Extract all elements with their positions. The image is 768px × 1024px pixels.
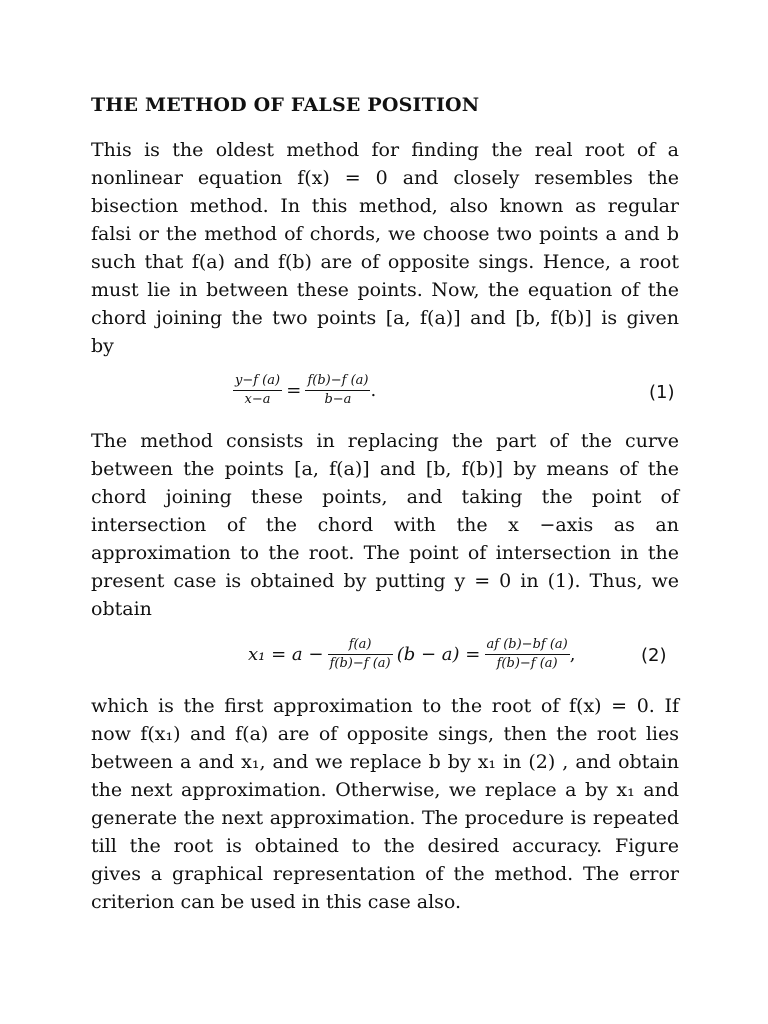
text-line: which is the first approximation to the root of f(x) = 0. If <box>91 695 679 717</box>
text-line: chord joining these points, and taking the point of <box>91 486 679 508</box>
eq2-frac1-denominator: f(b)−f (a) <box>329 656 391 671</box>
eq1-rhs-denominator: b−a <box>324 392 352 407</box>
eq2-frac1-numerator: f(a) <box>328 636 393 655</box>
text-line: The method consists in replacing the part of the curve <box>91 430 679 452</box>
text-line: approximation to the root. The point of intersection in the <box>91 542 679 564</box>
paragraph-3 <box>91 692 679 916</box>
paragraph-2 <box>91 427 679 623</box>
equation-number-2: (2) <box>641 645 667 666</box>
equation-number-1: (1) <box>649 382 675 403</box>
text-line: This is the oldest method for finding the real root of a <box>91 139 679 161</box>
eq2-comma: , <box>569 644 576 665</box>
text-line: must lie in between these points. Now, the equation of the <box>91 279 679 301</box>
page-title: THE METHOD OF FALSE POSITION <box>91 94 480 116</box>
text-line: criterion can be used in this case also. <box>91 891 462 913</box>
text-line: such that f(a) and f(b) are of opposite sings. Hence, a root <box>91 251 679 273</box>
eq1-period: . <box>370 380 377 401</box>
eq1-equals: = <box>286 380 302 401</box>
eq1-lhs-numerator: y−f (a) <box>233 372 282 391</box>
text-line: bisection method. In this method, also known as regular <box>91 195 679 217</box>
text-line: till the root is obtained to the desired accuracy. Figure <box>91 835 679 857</box>
eq1-rhs-fraction <box>305 372 370 409</box>
text-line: intersection of the chord with the x −axis as an <box>91 514 679 536</box>
text-line: gives a graphical representation of the method. The error <box>91 863 679 885</box>
text-line: present case is obtained by putting y = 0 in (1). Thus, we <box>91 570 679 592</box>
text-line: the next approximation. Otherwise, we replace a by x₁ and <box>91 779 679 801</box>
eq2-frac2-numerator: af (b)−bf (a) <box>485 636 570 655</box>
eq2-frac2-denominator: f(b)−f (a) <box>496 656 558 671</box>
text-line: between the points [a, f(a)] and [b, f(b)] by means of the <box>91 458 679 480</box>
text-line: falsi or the method of chords, we choose two points a and b <box>91 223 679 245</box>
text-line: obtain <box>91 598 152 620</box>
text-line: chord joining the two points [a, f(a)] and [b, f(b)] is given <box>91 307 679 329</box>
paragraph-1 <box>91 136 679 360</box>
eq2-lhs: x₁ = a − <box>248 644 324 665</box>
eq1-rhs-numerator: f(b)−f (a) <box>305 372 370 391</box>
text-line: generate the next approximation. The procedure is repeated <box>91 807 679 829</box>
eq1-lhs-denominator: x−a <box>244 392 271 407</box>
text-line: nonlinear equation f(x) = 0 and closely resembles the <box>91 167 679 189</box>
text-line: between a and x₁, and we replace b by x₁ in (2) , and obtain <box>91 751 679 773</box>
eq2-middle: (b − a) = <box>396 644 481 665</box>
eq2-fraction-1 <box>328 636 393 673</box>
eq1-lhs-fraction <box>233 372 282 409</box>
eq2-fraction-2 <box>485 636 570 673</box>
text-line: now f(x₁) and f(a) are of opposite sings, then the root lies <box>91 723 679 745</box>
text-line: by <box>91 335 114 357</box>
